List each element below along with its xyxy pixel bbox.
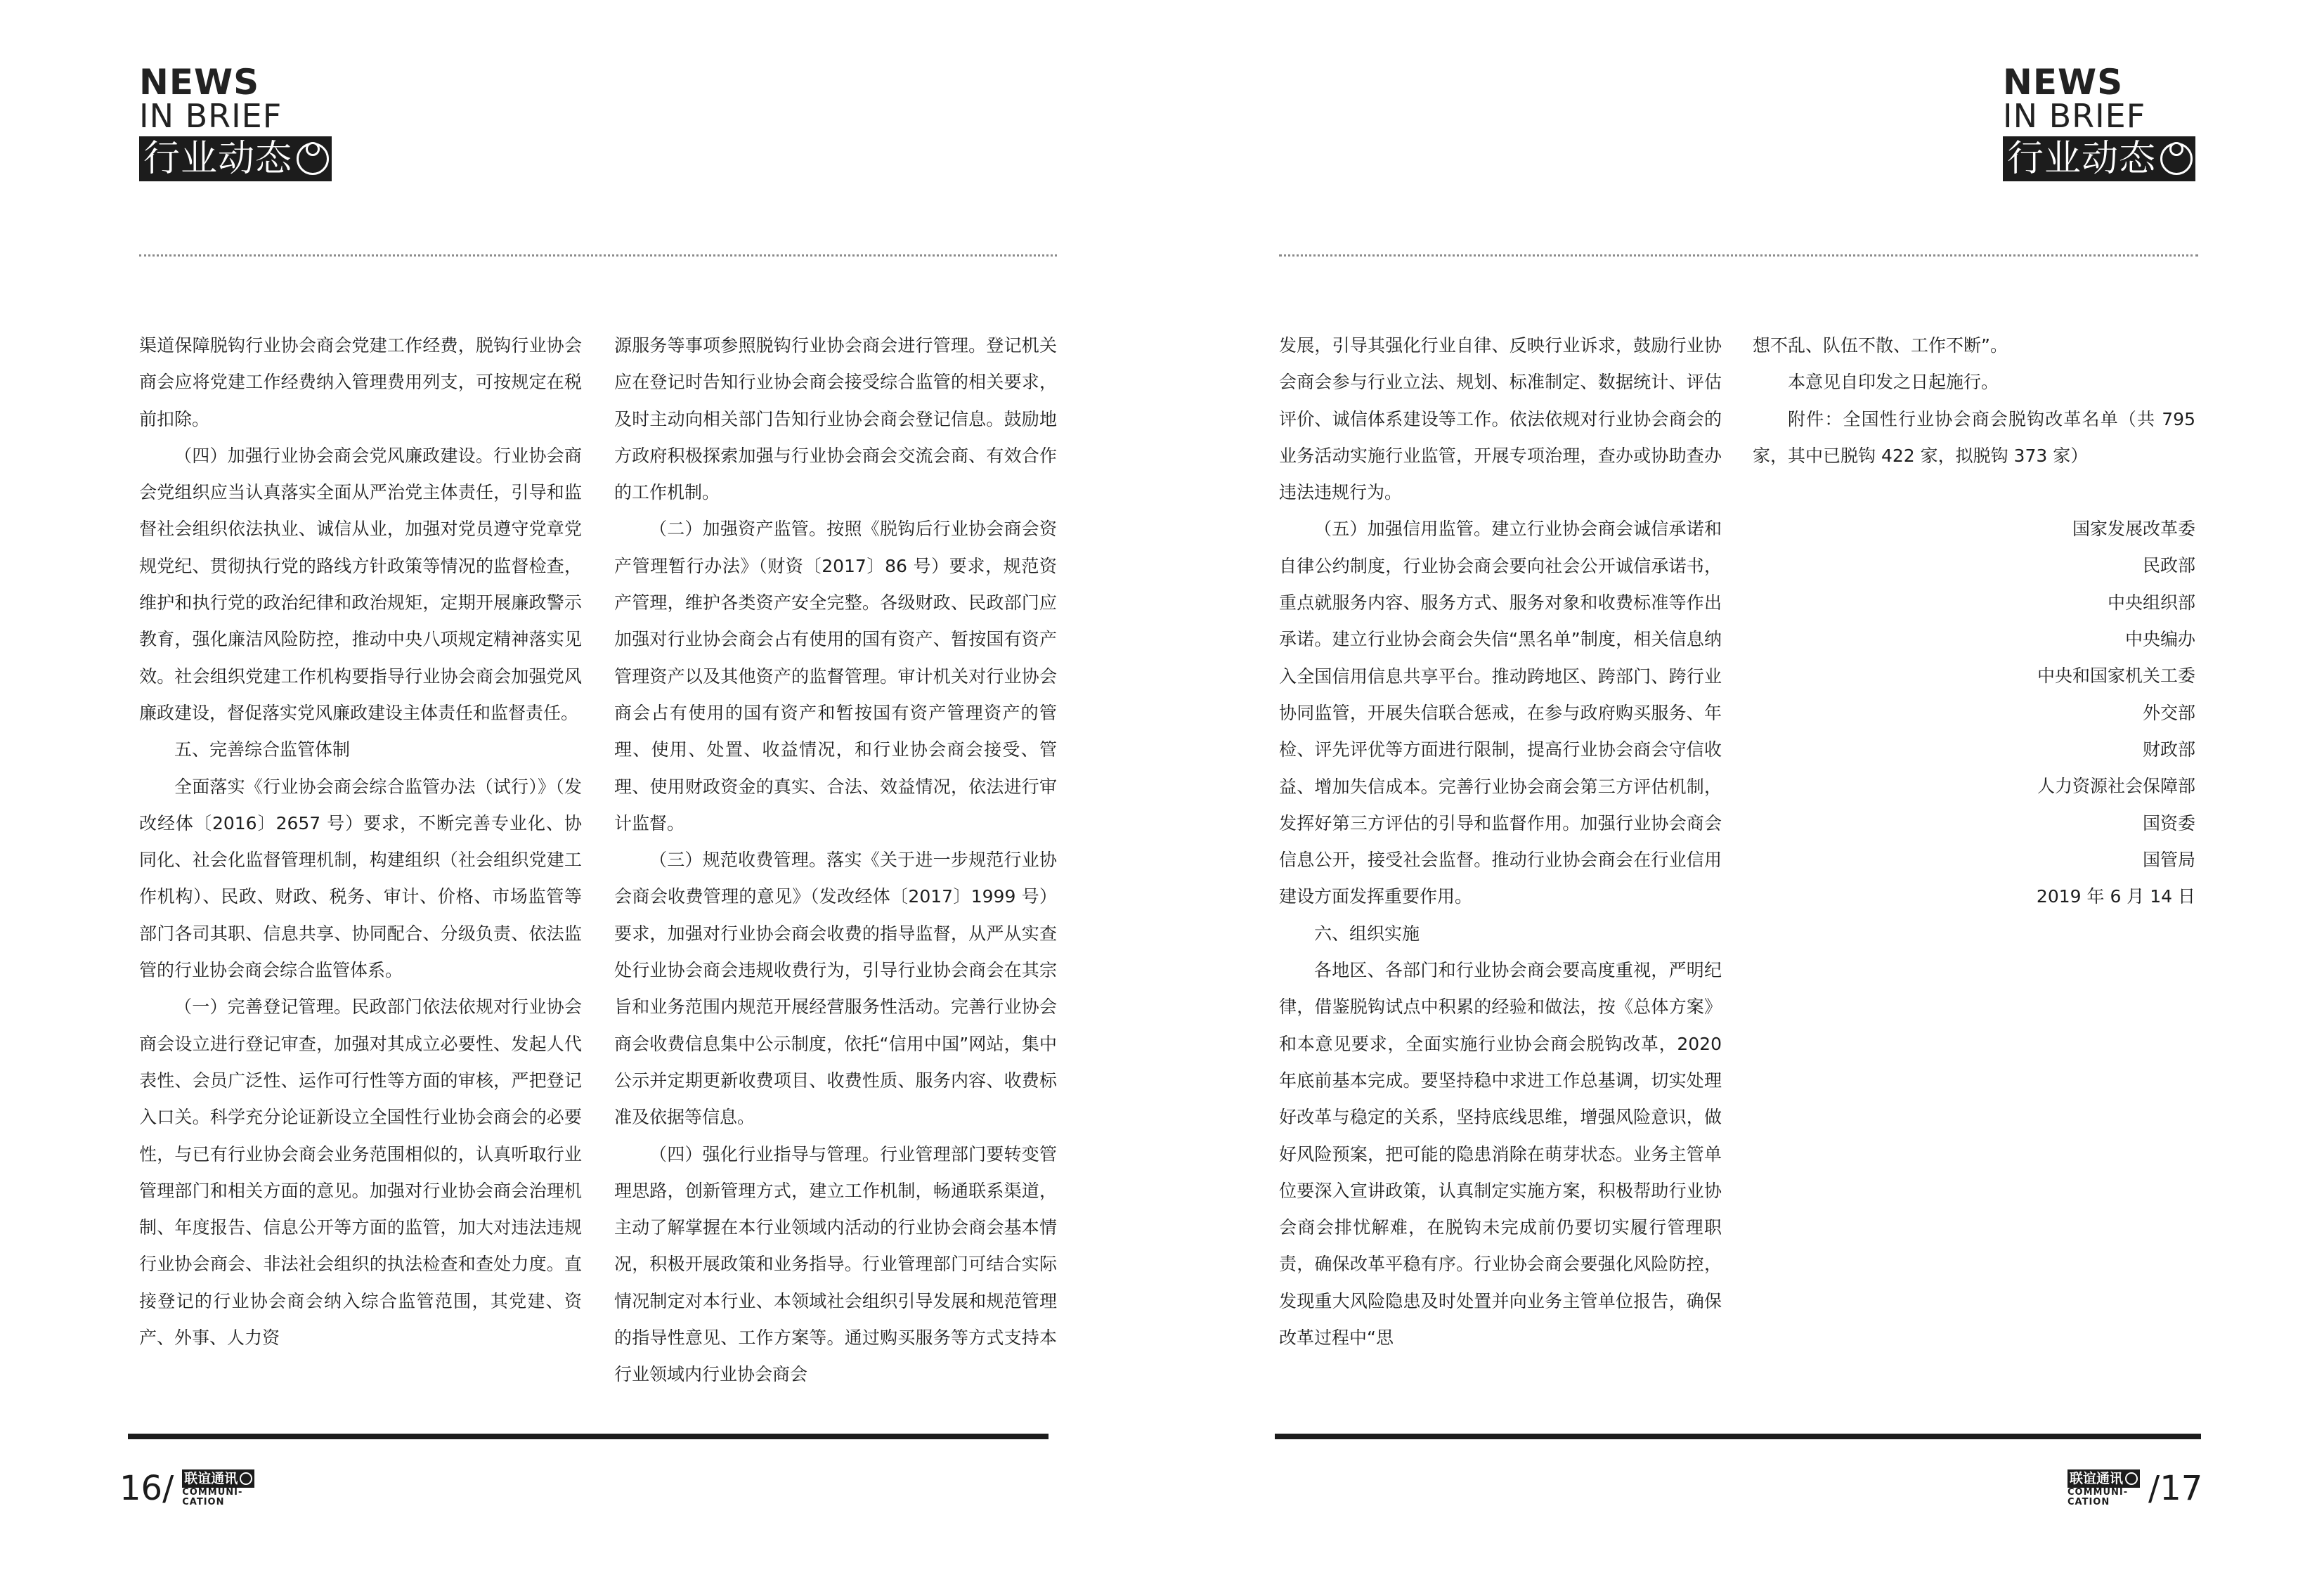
footer-rule [128, 1434, 1049, 1439]
logo-title: 联谊通讯 [2070, 1471, 2124, 1486]
masthead-in-brief: IN BRIEF [2003, 97, 2146, 135]
page-number: 17 [2160, 1469, 2203, 1508]
logo-subtitle-1: COMMUNI- [182, 1487, 243, 1498]
right-column-1 [1279, 327, 1722, 1356]
issue-date: 2019 年 6 月 14 日 [2036, 886, 2195, 907]
logo-subtitle-1: COMMUNI- [2067, 1487, 2129, 1498]
signatory: 中央组织部 [2107, 592, 2195, 613]
signatory: 国管局 [2142, 849, 2195, 870]
masthead-news: NEWS [2003, 62, 2124, 103]
paragraph: （四）加强行业协会商会党风廉政建设。行业协会商会党组织应当认真落实全面从严治党主体责任，引导和监督社会组织依法执业、诚信从业，加强对党员遵守党章党规党纪、贯彻执行党的路线方针政策等情况的监督检查，维护和执行党的政治纪律和政治规矩，定期开展廉政警示教育，强化廉洁风险防控，推动中央八项规定精神落实见效。社会组织党建工作机构要指导行业协会商会加强党风廉政建设，督促落实党风廉政建设主体责任和监督责任。 [139, 445, 582, 723]
paragraph: （五）加强信用监管。建立行业协会商会诚信承诺和自律公约制度，行业协会商会要向社会公开诚信承诺书，重点就服务内容、服务方式、服务对象和收费标准等作出承诺。建立行业协会商会失信“黑名单”制度，相关信息纳入全国信用信息共享平台。推动跨地区、跨部门、跨行业协同监管，开展失信联合惩戒，在参与政府购买服务、年检、评先评优等方面进行限制，提高行业协会商会守信收益、增加失信成本。完善行业协会商会第三方评估机制，发挥好第三方评估的引导和监督作用。加强行业协会商会信息公开，接受社会监督。推动行业协会商会在行业信用建设方面发挥重要作用。 [1279, 519, 1722, 907]
paragraph: （二）加强资产监管。按照《脱钩后行业协会商会资产管理暂行办法》（财资〔2017〕86 号）要求，规范资产管理，维护各类资产安全完整。各级财政、民政部门应加强对行业协会商会占有使用的国有资产、暂按国有资产管理资产以及其他资产的监督管理。审计机关对行业协会商会占有使用的国有资产和暂按国有资产管理资产的管理、使用、处置、收益情况，和行业协会商会接受、管理、使用财政资金的真实、合法、效益情况，依法进行审计监督。 [614, 519, 1057, 833]
logo-title: 联谊通讯 [184, 1471, 238, 1486]
publication-logo [2067, 1469, 2140, 1507]
logo-subtitle-2: CATION [182, 1497, 225, 1507]
masthead-logo-icon [297, 143, 329, 175]
logo-mark-icon [240, 1472, 252, 1485]
signatory: 中央编办 [2124, 629, 2195, 650]
page-footer [2059, 1469, 2202, 1508]
paragraph: 源服务等事项参照脱钩行业协会商会进行管理。登记机关应在登记时告知行业协会商会接受综合监管的相关要求，及时主动向相关部门告知行业协会商会登记信息。鼓励地方政府积极探索加强与行业协会商会交流会商、有效合作的工作机制。 [614, 335, 1057, 503]
signatory: 国家发展改革委 [2072, 519, 2195, 540]
masthead [139, 62, 332, 181]
paragraph: 想不乱、队伍不散、工作不断”。 [1753, 335, 2008, 356]
attachment-note: 附件：全国性行业协会商会脱钩改革名单（共 795 家，其中已脱钩 422 家，拟脱钩 373 家） [1753, 408, 2195, 466]
paragraph: 各地区、各部门和行业协会商会要高度重视，严明纪律，借鉴脱钩试点中积累的经验和做法，按《总体方案》和本意见要求，全面实施行业协会商会脱钩改革，2020 年底前基本完成。要坚持稳中求进工作总基调，切实处理好改革与稳定的关系，坚持底线思维，增强风险意识，做好风险预案，把可能的隐患消除在萌芽状态。业务主管单位要深入宣讲政策，认真制定实施方案，积极帮助行业协会商会排忧解难，在脱钩未完成前仍要切实履行管理职责，确保改革平稳有序。行业协会商会要强化风险防控，发现重大风险隐患及时处置并向业务主管单位报告，确保改革过程中“思 [1279, 960, 1722, 1349]
right-column-2 [1753, 327, 2195, 915]
left-column-2 [614, 327, 1057, 1394]
signatory: 中央和国家机关工委 [2037, 666, 2195, 687]
paragraph: （三）规范收费管理。落实《关于进一步规范行业协会商会收费管理的意见》（发改经体〔2017〕1999 号）要求，加强对行业协会商会收费的指导监督，从严从实查处行业协会商会违规收费行为，引导行业协会商会在其宗旨和业务范围内规范开展经营服务性活动。完善行业协会商会收费信息集中公示制度，依托“信用中国”网站，集中公示并定期更新收费项目、收费性质、服务内容、收费标准及依据等信息。 [614, 850, 1057, 1128]
section-heading: 六、组织实施 [1314, 923, 1420, 944]
masthead-news: NEWS [139, 62, 260, 103]
header-divider [139, 254, 1057, 257]
spacer [1753, 474, 2195, 511]
signatory: 人力资源社会保障部 [2037, 776, 2195, 797]
page-slash: / [162, 1469, 174, 1508]
masthead-section-title: 行业动态 [143, 138, 293, 180]
masthead-section-label [139, 136, 332, 181]
paragraph: （四）强化行业指导与管理。行业管理部门要转变管理思路，创新管理方式，建立工作机制，畅通联系渠道，主动了解掌握在本行业领域内活动的行业协会商会基本情况，积极开展政策和业务指导。行业管理部门可结合实际情况制定对本行业、本领域社会组织引导发展和规范管理的指导性意见、工作方案等。通过购买服务等方式支持本行业领域内行业协会商会 [614, 1143, 1057, 1385]
right-page [1162, 0, 2324, 1577]
signatory: 民政部 [2142, 555, 2195, 576]
logo-mark-icon [2125, 1472, 2138, 1485]
signatory: 外交部 [2142, 702, 2195, 723]
page-footer [119, 1469, 263, 1508]
paragraph: 本意见自印发之日起施行。 [1788, 372, 1999, 393]
signatory: 财政部 [2142, 739, 2195, 760]
header-divider [1279, 254, 2198, 257]
paragraph: 发展，引导其强化行业自律、反映行业诉求，鼓励行业协会商会参与行业立法、规划、标准制定、数据统计、评估评价、诚信体系建设等工作。依法依规对行业协会商会的业务活动实施行业监管，开展专项治理，查办或协助查办违法违规行为。 [1279, 335, 1722, 503]
masthead-section-title: 行业动态 [2007, 138, 2157, 180]
left-column-1 [139, 327, 582, 1356]
section-heading: 五、完善综合监管体制 [174, 739, 351, 760]
footer-rule [1275, 1434, 2201, 1439]
paragraph: （一）完善登记管理。民政部门依法依规对行业协会商会设立进行登记审查，加强对其成立必要性、发起人代表性、会员广泛性、运作可行性等方面的审核，严把登记入口关。科学充分论证新设立全国性行业协会商会的必要性，与已有行业协会商会业务范围相似的，认真听取行业管理部门和相关方面的意见。加强对行业协会商会治理机制、年度报告、信息公开等方面的监管，加大对违法违规行业协会商会、非法社会组织的执法检查和查处力度。直接登记的行业协会商会纳入综合监管范围，其党建、资产、外事、人力资 [139, 997, 582, 1349]
page-slash: / [2148, 1469, 2160, 1508]
masthead [2003, 62, 2195, 181]
paragraph: 全面落实《行业协会商会综合监管办法（试行）》（发改经体〔2016〕2657 号）要求，不断完善专业化、协同化、社会化监督管理机制，构建组织（社会组织党建工作机构）、民政、财政、税务、审计、价格、市场监管等部门各司其职、信息共享、协同配合、分级负责、依法监管的行业协会商会综合监管体系。 [139, 776, 582, 981]
signatory: 国资委 [2142, 812, 2195, 833]
publication-logo [182, 1469, 254, 1507]
masthead-section-label [2003, 136, 2195, 181]
logo-subtitle-2: CATION [2067, 1497, 2110, 1507]
paragraph: 渠道保障脱钩行业协会商会党建工作经费，脱钩行业协会商会应将党建工作经费纳入管理费用列支，可按规定在税前扣除。 [139, 335, 582, 429]
masthead-in-brief: IN BRIEF [139, 97, 283, 135]
masthead-logo-icon [2160, 143, 2193, 175]
page-number: 16 [119, 1469, 163, 1508]
